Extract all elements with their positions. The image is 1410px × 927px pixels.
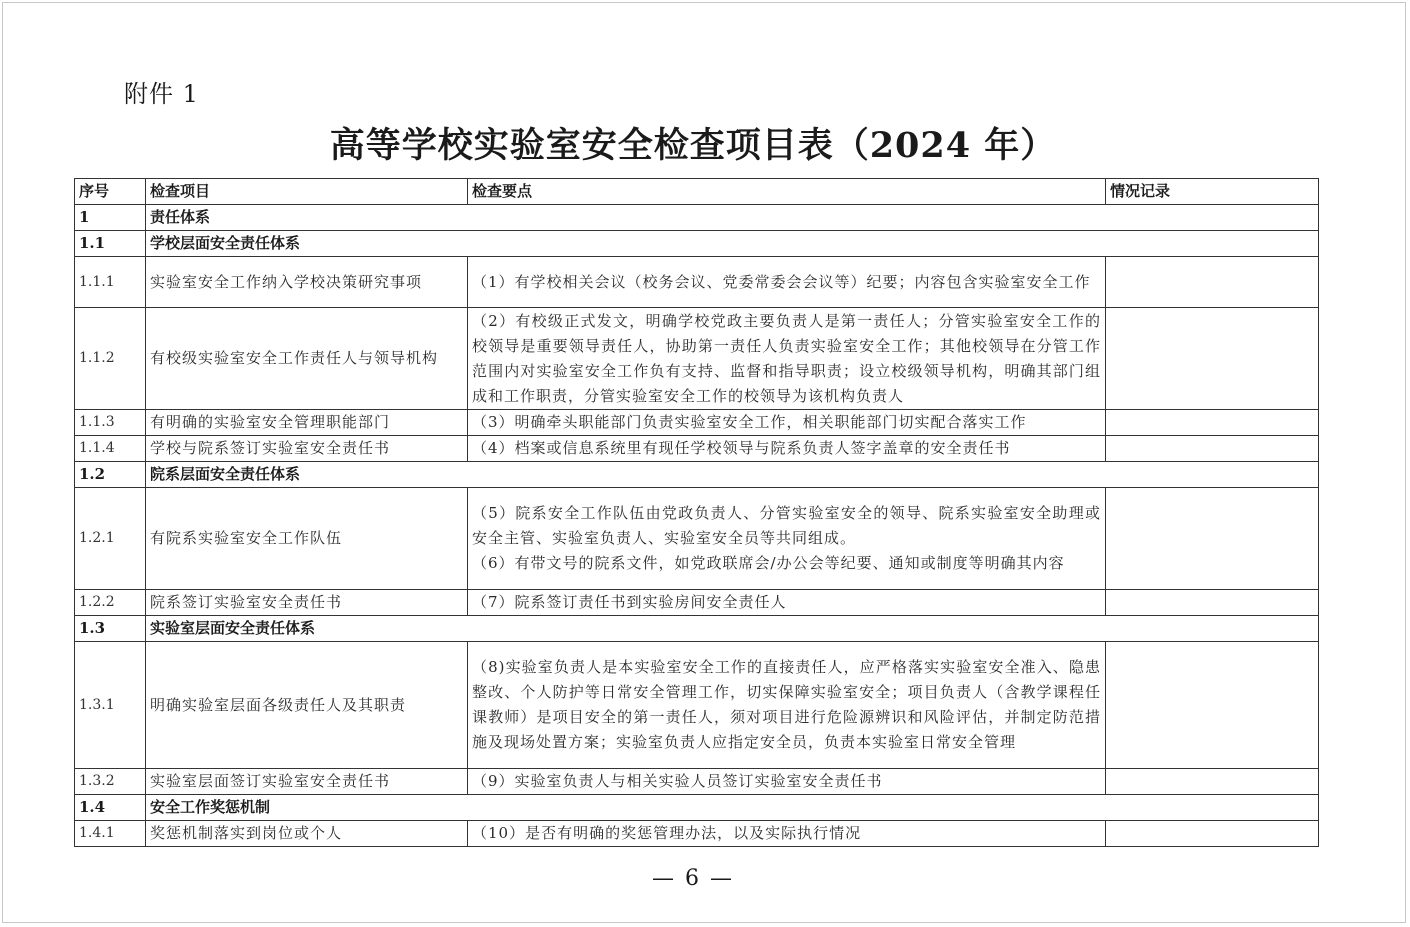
table-header-row [75,179,1319,205]
row-item: 实验室安全工作纳入学校决策研究事项 [146,257,468,308]
subsection-number: 1.1 [75,231,146,257]
row-item: 院系签订实验室安全责任书 [146,590,468,616]
row-point-part-1: （5）院系安全工作队伍由党政负责人、分管实验室安全的领导、院系实验室安全助理或安全主管、实验室负责人、实验室安全员等共同组成。 [472,504,1101,547]
row-number: 1.2.1 [75,488,146,590]
row-number: 1.1.2 [75,308,146,410]
row-item: 学校与院系签订实验室安全责任书 [146,436,468,462]
table-row [75,410,1319,436]
row-point: （9）实验室负责人与相关实验人员签订实验室安全责任书 [468,769,1106,795]
table-row [75,257,1319,308]
row-point: （10）是否有明确的奖惩管理办法，以及实际执行情况 [468,821,1106,847]
table-row [75,590,1319,616]
subsection-number: 1.2 [75,462,146,488]
table-row [75,821,1319,847]
table-subsection-row [75,462,1319,488]
table-row [75,436,1319,462]
row-point: （1）有学校相关会议（校务会议、党委常委会会议等）纪要；内容包含实验室安全工作 [468,257,1106,308]
row-record[interactable] [1106,488,1319,590]
subsection-label: 学校层面安全责任体系 [146,231,1319,257]
row-record[interactable] [1106,257,1319,308]
row-number: 1.4.1 [75,821,146,847]
row-number: 1.2.2 [75,590,146,616]
section-number: 1 [75,205,146,231]
attachment-label: 附件 1 [124,80,199,108]
subsection-label: 安全工作奖惩机制 [146,795,1319,821]
header-cell-point: 检查要点 [468,179,1106,205]
table-row [75,308,1319,410]
row-record[interactable] [1106,410,1319,436]
subsection-label: 实验室层面安全责任体系 [146,616,1319,642]
page-number: — 6 — [652,866,734,891]
row-item: 奖惩机制落实到岗位或个人 [146,821,468,847]
header-cell-no: 序号 [75,179,146,205]
row-number: 1.3.1 [75,642,146,769]
table-row [75,642,1319,769]
header-cell-record: 情况记录 [1106,179,1319,205]
row-record[interactable] [1106,821,1319,847]
subsection-label: 院系层面安全责任体系 [146,462,1319,488]
row-record[interactable] [1106,642,1319,769]
row-point: （7）院系签订责任书到实验房间安全责任人 [468,590,1106,616]
row-point: （3）明确牵头职能部门负责实验室安全工作，相关职能部门切实配合落实工作 [468,410,1106,436]
table-row [75,488,1319,590]
table-subsection-row [75,616,1319,642]
inspection-table [74,178,1319,847]
page-title: 高等学校实验室安全检查项目表（2024 年） [329,125,1057,166]
row-point: （2）有校级正式发文，明确学校党政主要负责人是第一责任人；分管实验室安全工作的校领导是重要领导责任人，协助第一责任人负责实验室安全工作；其他校领导在分管工作范围内对实验室安全工作负有支持、监督和指导职责；设立校级领导机构，明确其部门组成和工作职责，分管实验室安全工作的校领导为该机构负责人 [468,308,1106,410]
table-row [75,769,1319,795]
header-cell-item: 检查项目 [146,179,468,205]
table-subsection-row [75,795,1319,821]
row-point: （4）档案或信息系统里有现任学校领导与院系负责人签字盖章的安全责任书 [468,436,1106,462]
subsection-number: 1.4 [75,795,146,821]
table-subsection-row [75,231,1319,257]
row-item: 有明确的实验室安全管理职能部门 [146,410,468,436]
section-label: 责任体系 [146,205,1319,231]
row-point [468,488,1106,590]
row-number: 1.1.4 [75,436,146,462]
row-item: 明确实验室层面各级责任人及其职责 [146,642,468,769]
row-number: 1.3.2 [75,769,146,795]
row-point: （8)实验室负责人是本实验室安全工作的直接责任人，应严格落实实验室安全准入、隐患整改、个人防护等日常安全管理工作，切实保障实验室安全；项目负责人（含教学课程任课教师）是项目安全的第一责任人，须对项目进行危险源辨识和风险评估，并制定防范措施及现场处置方案；实验室负责人应指定安全员，负责本实验室日常安全管理 [468,642,1106,769]
row-item: 有院系实验室安全工作队伍 [146,488,468,590]
row-record[interactable] [1106,590,1319,616]
row-number: 1.1.1 [75,257,146,308]
row-point-part-2: （6）有带文号的院系文件，如党政联席会/办公会等纪要、通知或制度等明确其内容 [472,554,1065,572]
row-record[interactable] [1106,436,1319,462]
row-record[interactable] [1106,308,1319,410]
subsection-number: 1.3 [75,616,146,642]
row-record[interactable] [1106,769,1319,795]
row-item: 有校级实验室安全工作责任人与领导机构 [146,308,468,410]
table-section-row [75,205,1319,231]
row-number: 1.1.3 [75,410,146,436]
row-item: 实验室层面签订实验室安全责任书 [146,769,468,795]
